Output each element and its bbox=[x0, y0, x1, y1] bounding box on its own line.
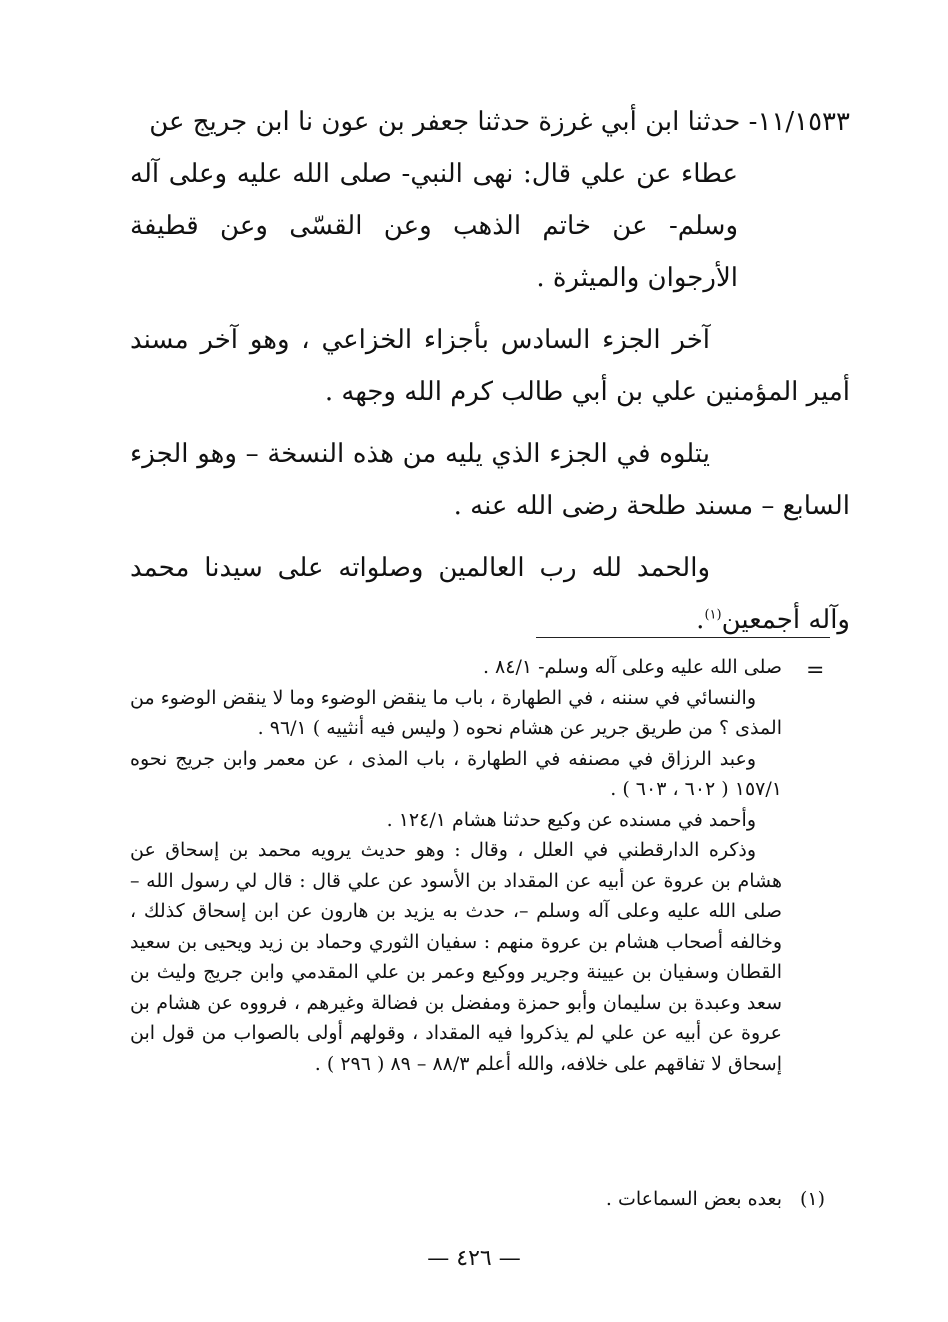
hadith-text: عطاء عن علي قال: نهى النبي- صلى الله عليه وعلى آله وسلم- عن خاتم الذهب وعن القسّى وعن قطيفة الأرجوان والميثرة . bbox=[130, 159, 738, 293]
main-text bbox=[130, 96, 850, 656]
end-of-part-note: آخر الجزء السادس بأجزاء الخزاعي ، وهو آخر مسند أمير المؤمنين علي بن أبي طالب كرم الله وجهه . bbox=[130, 325, 850, 407]
page-number: — ٤٢٦ — bbox=[427, 1246, 521, 1271]
footnote-separator bbox=[536, 637, 830, 638]
footnote-continuation-marker: = bbox=[806, 658, 825, 683]
footnote-line: صلى الله عليه وعلى آله وسلم- ٨٤/١ . bbox=[482, 656, 782, 678]
footnote-reference[interactable]: (١) bbox=[704, 607, 722, 623]
footnote-line: وذكره الدارقطني في العلل ، وقال : وهو حديث يرويه محمد بن إسحاق عن هشام بن عروة عن أبيه عن المقداد بن الأسود عن علي قال : قال لي رسول الله – صلى الله عليه وعلى آله وسلم –، حدث به يزيد بن هارون عن ابن إسحاق كذلك ، وخالفه أصحاب هشام بن عروة منهم : سفيان الثوري وحماد بن زيد ويحيى بن سعيد القطان وسفيان بن عيينة وجرير ووكيع وعمر بن علي المقدمي وابن جريج وليث بن سعد وعبدة بن سليمان وأبو حمزة ومفضل بن فضالة وغيرهم ، فرووه عن هشام بن عروة عن أبيه عن علي لم يذكروا فيه المقداد ، وقولهم أولى بالصواب من قول ابن إسحاق لا تفاقهم على خلافه، والله أعلم ٨٨/٣ – ٨٩ ( ٢٩٦ ) . bbox=[130, 839, 782, 1075]
closing-text: والحمد لله رب العالمين وصلواته على سيدنا محمد وآله أجمعين bbox=[130, 553, 850, 635]
hadith-paragraph bbox=[130, 96, 850, 148]
closing-period: . bbox=[696, 605, 705, 635]
hadith-first-line: ١١/١٥٣٣- حدثنا ابن أبي غرزة حدثنا جعفر بن عون نا ابن جريج عن bbox=[149, 107, 850, 137]
footnote-line: والنسائي في سننه ، في الطهارة ، باب ما ينقض الوضوء وما لا ينقض الوضوء من المذى ؟ من طريق جرير عن هشام نحوه ( وليس فيه أنثييه ) ٩٦/١ . bbox=[130, 686, 782, 739]
footnote-1-marker: (١) bbox=[800, 1188, 826, 1210]
closing-doxology bbox=[130, 542, 850, 646]
footnote-line: وأحمد في مسنده عن وكيع حدثنا هشام ١٢٤/١ . bbox=[386, 808, 756, 831]
footnote-1-text: بعده بعض السماعات . bbox=[605, 1188, 782, 1210]
footnote-line: وعبد الرزاق في مصنفه في الطهارة ، باب المذى ، عن معمر وابن جريج نحوه ١٥٧/١ ( ٦٠٢ ، ٦٠٣ ) . bbox=[130, 747, 782, 800]
footnotes bbox=[130, 652, 782, 1079]
next-part-note: يتلوه في الجزء الذي يليه من هذه النسخة – وهو الجزء السابع – مسند طلحة رضى الله عنه . bbox=[130, 439, 850, 521]
hadith-continuation bbox=[130, 148, 850, 304]
